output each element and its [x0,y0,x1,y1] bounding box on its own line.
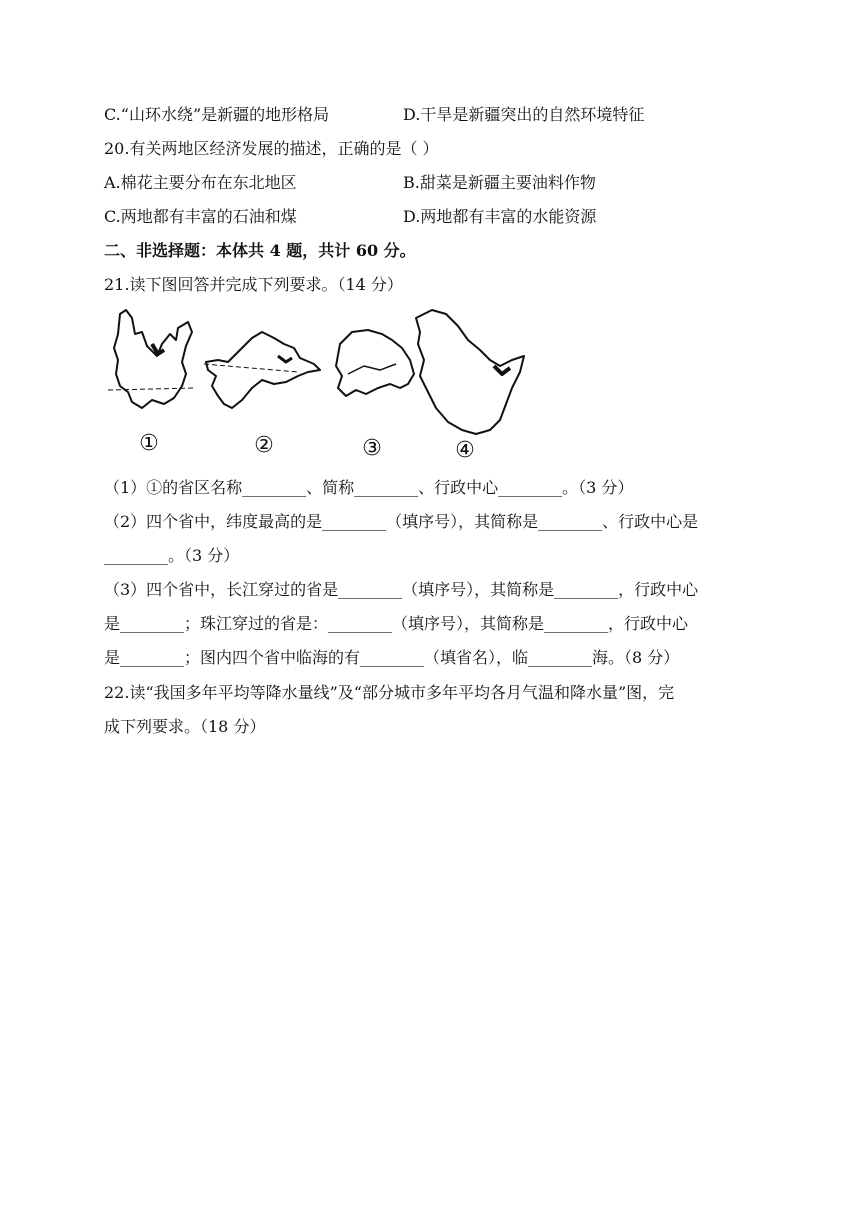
q21-sub2-line2: ________。（3 分） [104,546,240,565]
q20-option-d: D.两地都有丰富的水能资源 [403,207,597,226]
q19-option-c: C.“山环水绕”是新疆的地形格局 [104,105,330,124]
q22-stem-line1: 22.读“我国多年平均等降水量线”及“部分城市多年平均各月气温和降水量”图，完 [104,683,675,702]
province-map-1 [108,310,194,408]
q21-sub1: （1）①的省区名称________、简称________、行政中心________。（3 分） [104,478,634,497]
map-label-3: ③ [362,436,382,461]
q21-stem: 21.读下图回答并完成下列要求。（14 分） [104,275,403,294]
province-map-3 [336,330,414,396]
q21-sub3-line1: （3）四个省中，长江穿过的省是________（填序号），其简称是________，行政中心 [104,580,699,599]
q21-sub2-line1: （2）四个省中，纬度最高的是________（填序号），其简称是________、行政中心是 [104,512,699,531]
map-label-4: ④ [455,438,475,463]
q20-stem: 20.有关两地区经济发展的描述，正确的是（ ） [104,139,439,158]
section-2-heading: 二、非选择题：本体共 4 题，共计 60 分。 [104,241,416,260]
q20-option-c: C.两地都有丰富的石油和煤 [104,207,297,226]
q22-stem-line2: 成下列要求。（18 分） [104,717,266,736]
province-map-2 [204,332,320,408]
q19-option-d: D.干旱是新疆突出的自然环境特征 [403,105,645,124]
q21-sub3-line3: 是________；图内四个省中临海的有________（填省名），临________海。（8 分） [104,648,680,667]
q21-sub3-line2: 是________；珠江穿过的省是：________（填序号），其简称是________，行政中心 [104,614,689,633]
q20-option-a: A.棉花主要分布在东北地区 [104,173,297,192]
map-label-2: ② [254,433,274,458]
province-map-4 [416,310,524,434]
province-outline-maps [102,304,542,464]
q20-option-b: B.甜菜是新疆主要油料作物 [403,173,596,192]
map-label-1: ① [139,431,159,456]
